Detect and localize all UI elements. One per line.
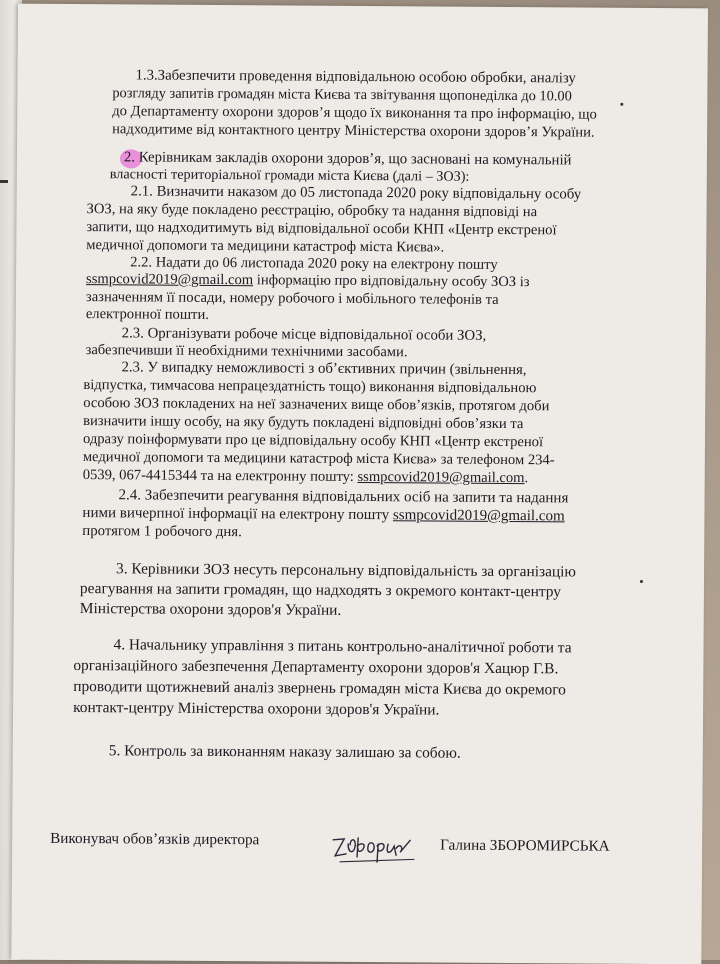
line-text: інформацію про відповідальну особу ЗОЗ із	[253, 272, 530, 291]
doc-line: протягом 1 робочого дня.	[82, 523, 242, 541]
doc-line: визначити іншу особу, на яку будуть покладені відповідні обов’язки та	[83, 413, 524, 433]
doc-line: 2.3. Організувати робоче місце відповідальної особи ЗОЗ,	[121, 325, 487, 344]
doc-line: запити, що надходитимуть від відповідальної особи КНП «Центр екстреної	[86, 219, 557, 239]
doc-line: медичної допомоги та медицини катастроф міста Києва» за телефоном 234-	[82, 449, 555, 469]
doc-line: Міністерства охорони здоров'я України.	[79, 600, 342, 619]
doc-line: організаційного забезпечення Департаменту охорони здоров'я Хацюр Г.В.	[73, 656, 559, 678]
doc-line: 2.2. Надати до 06 листопада 2020 року на електрону пошту	[130, 254, 498, 273]
doc-line: 3. Керівники ЗОЗ несуть персональну відповідальність за організацію	[116, 560, 577, 581]
doc-line: зазначенням її посади, номеру робочого і мобільного телефонів та	[85, 289, 499, 308]
speck	[640, 580, 643, 583]
document-page	[11, 4, 708, 964]
handwritten-signature	[330, 832, 422, 869]
signatory-name: Галина ЗБОРОМИРСЬКА	[440, 836, 610, 855]
doc-line: реагування на запити громадян, що надходять з окремого контакт-центру	[79, 580, 562, 601]
email-link[interactable]: ssmpcovid2019@gmail.com	[357, 468, 525, 487]
doc-line: 1.3.Забезпечити проведення відповідальною особою обробки, аналізу	[135, 67, 576, 87]
doc-line: електронної пошти.	[85, 306, 209, 323]
doc-line	[83, 466, 529, 487]
doc-line: розгляду запитів громадян міста Києва та звітування щопонеділка до 10.00	[112, 85, 572, 105]
doc-line: одразу поінформувати про це відповідальну особу КНП «Центр екстреної	[82, 431, 544, 451]
doc-line: 2.3. У випадку неможливості з об’єктивних причин (звільнення,	[121, 359, 527, 379]
line-text: Керівникам закладів охорони здоров’я, що засновані на комунальній	[134, 149, 572, 169]
edge-mark	[0, 180, 8, 183]
doc-line: медичної допомоги та медицини катастроф міста Києва».	[86, 237, 445, 256]
doc-line: проводити щотижневий аналіз звернень громадян міста Києва до окремого	[73, 677, 566, 699]
doc-line: ЗОЗ, на яку буде покладено реєстрацію, обробку та надання відповіді на	[86, 201, 538, 221]
doc-line: 5. Контроль за виконанням наказу залишаю за собою.	[108, 742, 461, 762]
line-text: 0539, 067-4415344 та на електронну пошту:	[82, 467, 358, 485]
doc-line: 2.1. Визначити наказом до 05 листопада 2020 року відповідальну особу	[130, 183, 582, 203]
doc-line: відпустка, тимчасова непрацездатність тощо) виконання відповідальною	[83, 377, 537, 397]
line-text: ними вичерпної інформації на електрону пошту	[82, 505, 393, 524]
doc-line: контакт-центру Міністерства охорони здоров'я України.	[73, 698, 440, 719]
line-text: .	[524, 470, 529, 487]
speck	[620, 103, 623, 106]
doc-line: надходитиме від контактного центру Міністерства охорони здоров’я України.	[112, 121, 595, 141]
doc-line: власності територіальної громади міста Києва (далі – ЗОЗ):	[109, 166, 470, 185]
email-link[interactable]: ssmpcovid2019@gmail.com	[86, 271, 254, 289]
signatory-title: Виконувач обов’язків директора	[50, 829, 260, 849]
doc-line: 2.4. Забезпечити реагування відповідальних осіб на запити та надання	[118, 487, 569, 507]
highlighted-item-number: 2.	[123, 149, 136, 166]
email-link[interactable]: ssmpcovid2019@gmail.com	[392, 507, 565, 525]
doc-line: до Департаменту охорони здоров’я щодо їх виконання та про інформацію, що	[112, 103, 597, 123]
doc-line: забезпечивши її необхідними технічними засобами.	[85, 342, 408, 361]
doc-line: 4. Начальнику управління з питань контрольно-аналітичної роботи та	[113, 636, 572, 657]
doc-line: особою ЗОЗ покладених на неї зазначених вище обов’язків, протягом доби	[83, 395, 550, 415]
